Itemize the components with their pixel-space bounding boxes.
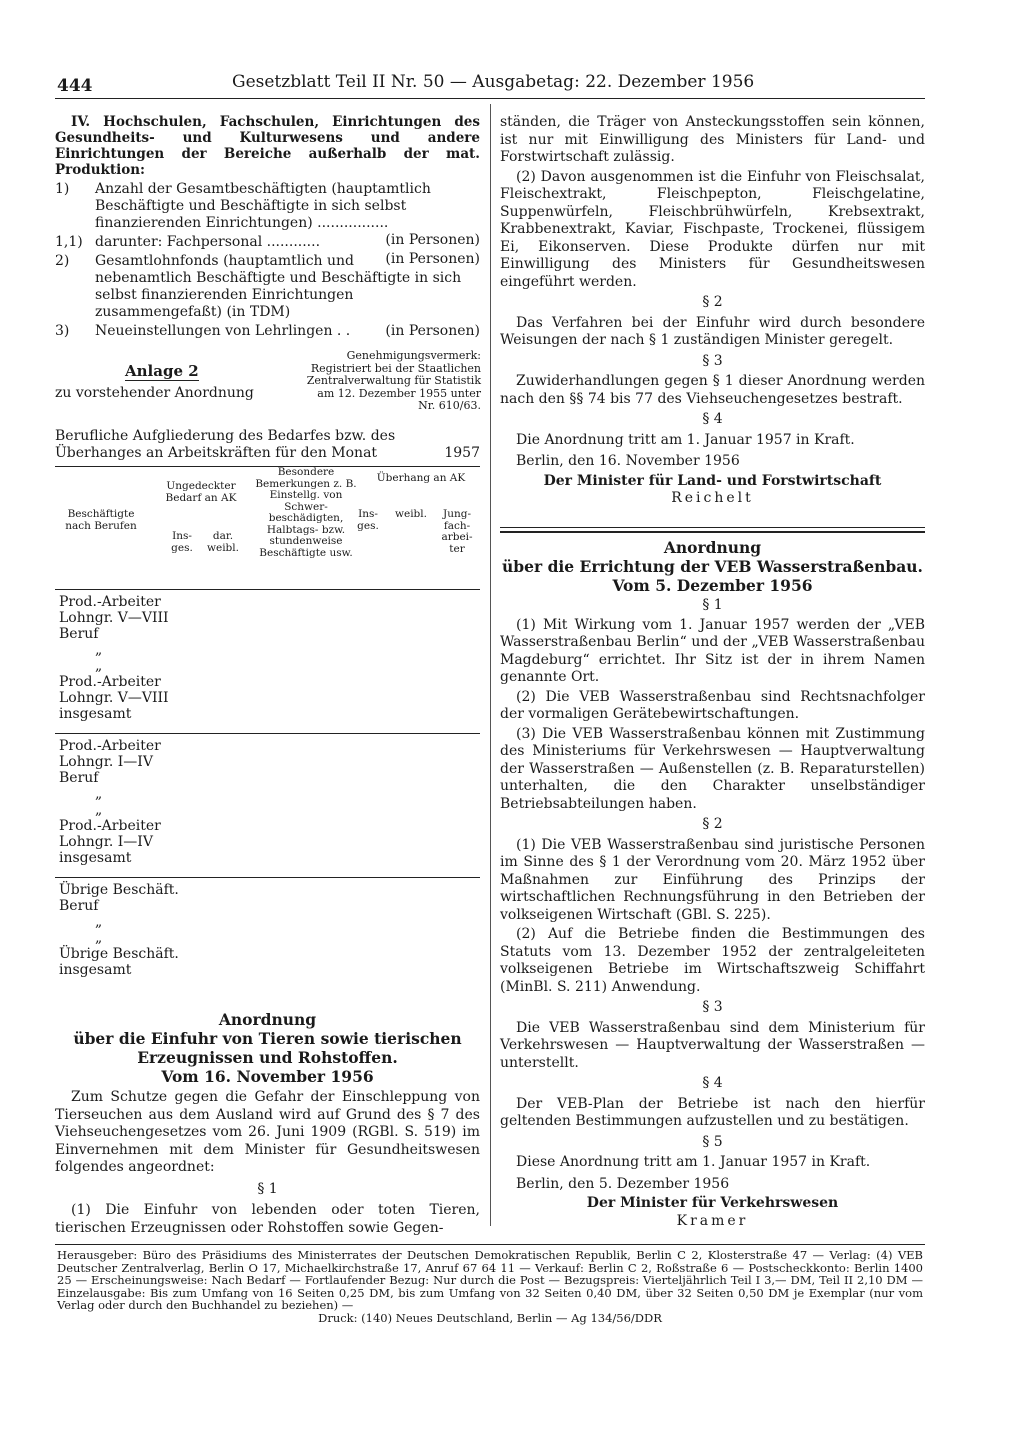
left-column: [55, 114, 481, 1236]
list-item: [55, 234, 480, 267]
signatory-title: Der Minister für Verkehrswesen: [586, 1195, 839, 1211]
place-date: Berlin, den 5. Dezember 1956: [516, 1175, 730, 1192]
anlage-title: Anlage 2: [125, 362, 199, 380]
col-header-besondere: Besondere Bemerkungen z. B. Einstellg. von Schwer- beschädigten, Halbtags- bzw. stundenweise Beschäftigte usw.: [255, 466, 357, 559]
item-unit: (in Personen): [385, 232, 480, 248]
row-label: Prod.-Arbeiter: [59, 738, 161, 754]
ordinance-preamble: Zum Schutze gegen die Gefahr der Einschleppung von Tierseuchen aus dem Ausland wird auf Grund des § 7 des Viehseuchengesetzes vom 26. Juni 1909 (RGBl. S. 519) im Einvernehmen mit dem Minister für Gesundheitswesen folgendes angeordnet:: [55, 1089, 480, 1175]
ordinance-heading: Anordnung: [218, 1010, 317, 1029]
paragraph-heading: § 4: [702, 1075, 723, 1091]
paragraph-text: (2) Davon ausgenommen ist die Einfuhr von Fleischsalat, Fleischextrakt, Fleischpepton, Fleischgelatine, Suppenwürfeln, Fleischbrühwürfeln, Krebsextrakt, Krabbenextrakt, Kaviar, Fischpaste, Trockenei, flüssigem Ei, Eikonserven. Diese Produkte dürfen nur mit Einwilligung des Ministers für Gesundheitswesen eingeführt werden.: [500, 168, 925, 290]
row-label: Prod.-Arbeiter: [59, 594, 161, 610]
col-header-ueberhang: Überhang an AK: [376, 472, 466, 484]
ordinance-1-start: [55, 1010, 480, 1239]
table-row-group: [55, 878, 480, 998]
table-header: [55, 467, 480, 575]
row-label: Lohngr. V—VIII: [59, 690, 169, 706]
row-label: Beruf: [59, 626, 99, 642]
signatory-name: Reichelt: [671, 490, 754, 506]
anlage-block: [55, 350, 480, 426]
ditto-mark: „: [95, 658, 103, 674]
page-number: 444: [57, 76, 93, 96]
paragraph-text: Die VEB Wasserstraßenbau sind dem Ministerium für Verkehrswesen — Hauptverwaltung der Wasserstraßen — unterstellt.: [500, 1019, 925, 1071]
table-row-group: [55, 590, 480, 734]
col-header-ueb-weibl: weibl.: [395, 508, 427, 520]
ordinance-heading: Anordnung: [663, 538, 762, 557]
paragraph-text: (1) Mit Wirkung vom 1. Januar 1957 werden der „VEB Wasserstraßenbau Berlin“ und der „VEB Wasserstraßenbau Magdeburg“ errichtet. Ihr Sitz ist der in ihrem Namen genannte Ort.: [500, 616, 925, 685]
row-label: insgesamt: [59, 706, 132, 722]
item-number: 2): [55, 253, 70, 269]
paragraph-heading: § 5: [702, 1133, 723, 1150]
paragraph-text: ständen, die Träger von Ansteckungsstoffen sein können, ist nur mit Einwilligung des Ministers für Land- und Forstwirtschaft zulässig.: [500, 114, 925, 165]
paragraph-text: (2) Die VEB Wasserstraßenbau sind Rechtsnachfolger der vormaligen Gerätebewirtschaftungen.: [500, 688, 925, 722]
col-header-insges: Ins- ges.: [171, 530, 193, 554]
row-label: Prod.-Arbeiter: [59, 818, 161, 834]
item-text: Gesamtlohnfonds (hauptamtlich und nebenamtlich Beschäftigte und Beschäftigte in sich selbst finanzierenden Einrichtungen zusammengefaßt): [95, 253, 462, 320]
row-label: Prod.-Arbeiter: [59, 674, 161, 690]
signatory-name: Kramer: [676, 1212, 749, 1229]
paragraph-text: Diese Anordnung tritt am 1. Januar 1957 in Kraft.: [516, 1154, 871, 1170]
ordinance-date: Vom 5. Dezember 1956: [612, 576, 813, 595]
table-caption-year: 1957: [444, 445, 480, 461]
paragraph-heading: § 2: [702, 816, 723, 832]
section-iv-heading: IV. Hochschulen, Fachschulen, Einrichtungen des Gesundheits- und Kulturwesens und andere Einrichtungen der Bereiche außerhalb der mat. Produktion:: [55, 114, 480, 178]
ditto-mark: „: [95, 786, 103, 802]
imprint-text: Herausgeber: Büro des Präsidiums des Ministerrates der Deutschen Demokratischen Republik, Berlin C 2, Klosterstraße 47 — Verlag: (4) VEB Deutscher Zentralverlag, Berlin O 17, Michaelkirchstraße 17, Anruf 67 64 11 — Verkauf: Berlin C 2, Roßstraße 6 — Postscheckkonto: Berlin 1400 25 — Erscheinungsweise: Nach Bedarf — Fortlaufender Bezug: Nur durch die Post — Bezugspreis: Vierteljährlich Teil I 3,— DM, Teil II 2,10 DM — Einzelausgabe: Bis zum Umfang von 16 Seiten 0,25 DM, bis zum Umfang von 32 Seiten 0,40 DM, über 32 Seiten 0,50 DM je Exemplar (nur vom Verlag oder durch den Buchhandel zu beziehen) —: [57, 1248, 923, 1313]
ditto-mark: „: [95, 802, 103, 818]
item-unit: (in Personen): [385, 323, 480, 339]
paragraph-heading: § 1: [257, 1180, 278, 1197]
col-header-ueb-jung: Jung- fach- arbei- ter: [441, 508, 473, 555]
signatory-title: Der Minister für Land- und Forstwirtschaft: [543, 472, 882, 489]
right-column: [500, 114, 925, 1229]
ordinance-subject: über die Errichtung der VEB Wasserstraßenbau.: [502, 557, 923, 576]
footer-rule: [55, 1244, 925, 1245]
right-separator-thick: [500, 531, 925, 533]
paragraph-text: (2) Auf die Betriebe finden die Bestimmungen des Statuts vom 13. Dezember 1952 der zentralgeleiteten volkseigenen Betriebe im Wirtschaftszweig Schiffahrt (MinBl. S. 211) Anwendung.: [500, 926, 925, 995]
ditto-mark: „: [95, 642, 103, 658]
ditto-mark: „: [95, 930, 103, 946]
paragraph-heading: § 2: [702, 294, 723, 310]
column-divider: [490, 104, 491, 1226]
list-item: [55, 323, 480, 340]
table-row-group: [55, 734, 480, 878]
paragraph-text: (1) Die VEB Wasserstraßenbau sind juristische Personen im Sinne des § 1 der Verordnung vom 20. März 1952 über Maßnahmen zur Einführung des Prinzips der wirtschaftlichen Rechnungsführung in den Betrieben der volkseigenen Wirtschaft (GBl. S. 225).: [500, 836, 925, 923]
paragraph-heading: § 3: [702, 352, 723, 369]
item-text: Neueinstellungen von Lehrlingen . .: [95, 323, 351, 339]
ordinance-2: [500, 538, 925, 1230]
imprint-printer: Druck: (140) Neues Deutschland, Berlin — Ag 134/56/DDR: [318, 1310, 662, 1325]
paragraph-text: (1) Die Einfuhr von lebenden oder toten Tieren, tierischen Erzeugnissen oder Rohstoffen sowie Gegen-: [55, 1202, 480, 1236]
anlage-subtitle: zu vorstehender Anordnung: [55, 385, 254, 401]
imprint: [57, 1249, 923, 1325]
paragraph-heading: § 4: [702, 411, 723, 427]
item-number: 1): [55, 181, 70, 197]
col-header-ungedeckter: Ungedeckter Bedarf an AK: [165, 480, 237, 504]
approval-note: Genehmigungsvermerk: Registriert bei der Staatlichen Zentralverwaltung für Statistik am 12. Dezember 1955 unter Nr. 610/63.: [306, 349, 481, 412]
row-label: Lohngr. I—IV: [59, 834, 153, 850]
row-label: Übrige Beschäft.: [59, 882, 179, 898]
item-unit: (in Personen): [385, 251, 480, 267]
row-label: Lohngr. I—IV: [59, 754, 153, 770]
ordinance-1-continued: [500, 114, 925, 508]
list-item: [55, 253, 480, 321]
paragraph-text: Zuwiderhandlungen gegen § 1 dieser Anordnung werden nach den §§ 74 bis 77 des Viehseuchengesetzes bestraft.: [500, 373, 925, 407]
row-label: Übrige Beschäft.: [59, 946, 179, 962]
paragraph-heading: § 3: [702, 999, 723, 1015]
paragraph-text: Der VEB-Plan der Betriebe ist nach den hierfür geltenden Bestimmungen aufzustellen und zu bestätigen.: [500, 1095, 925, 1129]
right-separator-thin: [500, 527, 925, 528]
item-unit: (in TDM): [226, 304, 291, 320]
place-date: Berlin, den 16. November 1956: [516, 453, 740, 469]
row-label: Beruf: [59, 898, 99, 914]
col-header-dar-weibl: dar. weibl.: [207, 530, 239, 554]
item-number: 3): [55, 323, 70, 339]
table-caption: [55, 428, 480, 462]
col-header-ueb-insges: Ins- ges.: [357, 508, 379, 532]
ordinance-subject: über die Einfuhr von Tieren sowie tierischen Erzeugnissen und Rohstoffen.: [73, 1029, 462, 1067]
paragraph-text: Die Anordnung tritt am 1. Januar 1957 in Kraft.: [516, 431, 855, 448]
ditto-mark: „: [95, 914, 103, 930]
row-label: insgesamt: [59, 962, 132, 978]
header-rule: [55, 98, 925, 99]
ordinance-date: Vom 16. November 1956: [161, 1067, 374, 1086]
table-caption-text: Berufliche Aufgliederung des Bedarfes bzw. des Überhanges an Arbeitskräften für den Monat: [55, 428, 396, 461]
item-text: Anzahl der Gesamtbeschäftigten (hauptamtlich Beschäftigte und Beschäftigte in sich selbst finanzierenden Einrichtungen) ................: [95, 181, 431, 231]
col-header-beschaeftigte: Beschäftigte nach Berufen: [65, 508, 137, 532]
item-number: 1,1): [55, 234, 83, 250]
row-label: Beruf: [59, 770, 99, 786]
running-header: Gesetzblatt Teil II Nr. 50 — Ausgabetag: 22. Dezember 1956: [232, 72, 755, 92]
row-label: insgesamt: [59, 850, 132, 866]
paragraph-text: (3) Die VEB Wasserstraßenbau können mit Zustimmung des Ministeriums für Verkehrswesen — Hauptverwaltung der Wasserstraßen — Außenstellen (z. B. Reparaturstellen) unterhalten, die den Charakter unselbständiger Betriebsabteilungen haben.: [500, 725, 925, 812]
row-label: Lohngr. V—VIII: [59, 610, 169, 626]
paragraph-heading: § 1: [702, 597, 723, 613]
paragraph-text: Das Verfahren bei der Einfuhr wird durch besondere Weisungen der nach § 1 zuständigen Minister geregelt.: [500, 314, 925, 348]
item-text: darunter: Fachpersonal ............: [95, 234, 321, 250]
